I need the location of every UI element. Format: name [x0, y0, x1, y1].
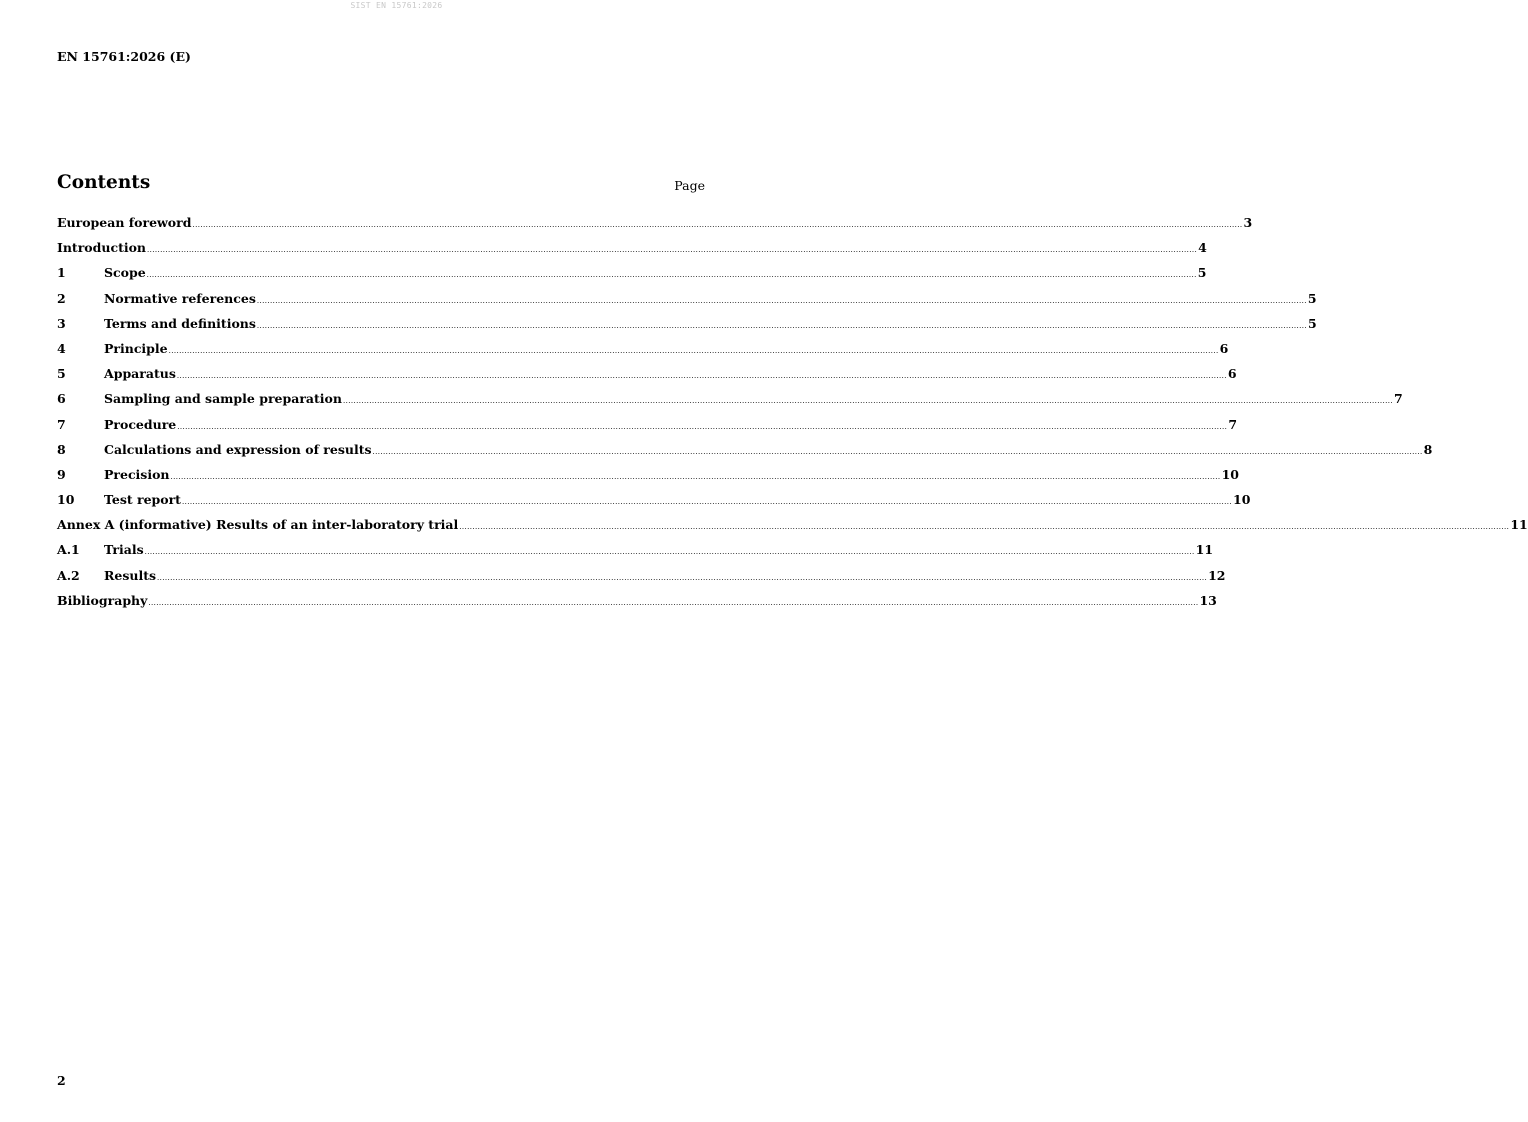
toc-entry-number: 7: [57, 416, 66, 432]
watermark: SIST EN 15761:2026: [350, 1, 443, 10]
toc-entry[interactable]: [57, 340, 1229, 366]
toc-dot-leader: ................................................................................................................................................................................................................................................................................................................................................................................................................: [181, 498, 1233, 507]
toc-entry[interactable]: [57, 315, 1317, 341]
toc-entry-title: Annex A (informative) Results of an inter-laboratory trial: [57, 517, 459, 533]
toc-dot-leader: ................................................................................................................................................................................................................................................................................................................................................................................................................: [157, 573, 1208, 582]
toc-entry-title: Introduction: [57, 240, 147, 256]
toc-entry-title: Results: [104, 567, 157, 583]
toc-entry[interactable]: [57, 492, 1251, 517]
toc-entry[interactable]: [57, 240, 1207, 265]
toc-dot-leader: ................................................................................................................................................................................................................................................................................................................................................................................................................: [256, 296, 1307, 305]
toc-entry-page: 5: [1307, 290, 1317, 306]
toc-entry[interactable]: [57, 567, 1226, 593]
toc-entry-page: 12: [1208, 567, 1226, 583]
toc-entry-title: Test report: [104, 492, 181, 508]
toc-entry-number: 6: [57, 391, 66, 407]
page-number: 2: [57, 1073, 66, 1088]
toc-dot-leader: ................................................................................................................................................................................................................................................................................................................................................................................................................: [168, 346, 1219, 355]
toc-entry-number: A.1: [57, 542, 80, 558]
page-column-label: Page: [674, 178, 705, 193]
toc-entry-page: 10: [1233, 492, 1251, 508]
toc-entry[interactable]: [57, 366, 1237, 391]
toc-entry[interactable]: [57, 265, 1207, 290]
toc-dot-leader: ................................................................................................................................................................................................................................................................................................................................................................................................................: [177, 422, 1228, 431]
toc-entry-number: 10: [57, 492, 75, 508]
toc-entry-number: 2: [57, 290, 66, 306]
toc-entry[interactable]: [57, 441, 1433, 467]
toc-entry-page: 6: [1219, 340, 1229, 356]
table-of-contents: [57, 215, 1528, 618]
toc-entry-title: European foreword: [57, 215, 192, 230]
toc-entry-title: Bibliography: [57, 592, 148, 608]
toc-entry[interactable]: [57, 517, 1528, 542]
toc-entry-number: 3: [57, 315, 66, 331]
toc-dot-leader: ................................................................................................................................................................................................................................................................................................................................................................................................................: [459, 523, 1510, 532]
toc-entry-page: 5: [1307, 315, 1317, 331]
toc-dot-leader: ................................................................................................................................................................................................................................................................................................................................................................................................................: [144, 548, 1195, 557]
toc-entry[interactable]: [57, 215, 1253, 240]
toc-entry-page: 7: [1394, 391, 1403, 407]
toc-entry-title: Normative references: [104, 290, 256, 306]
toc-dot-leader: ................................................................................................................................................................................................................................................................................................................................................................................................................: [147, 246, 1198, 255]
toc-entry-page: 5: [1197, 265, 1207, 281]
toc-dot-leader: ................................................................................................................................................................................................................................................................................................................................................................................................................: [146, 271, 1197, 280]
toc-entry-page: 3: [1243, 215, 1253, 230]
toc-entry-page: 11: [1195, 542, 1214, 558]
toc-entry[interactable]: [57, 542, 1214, 567]
toc-entry-title: Precision: [104, 466, 170, 482]
toc-entry[interactable]: [57, 290, 1317, 316]
toc-entry-page: 4: [1198, 240, 1207, 256]
toc-entry[interactable]: [57, 416, 1238, 442]
toc-entry[interactable]: [57, 592, 1217, 618]
toc-entry-title: Apparatus: [104, 366, 176, 382]
page-title: Contents: [57, 172, 151, 193]
toc-dot-leader: ................................................................................................................................................................................................................................................................................................................................................................................................................: [176, 372, 1227, 381]
toc-entry-title: Procedure: [104, 416, 177, 432]
toc-entry-title: Calculations and expression of results: [104, 441, 372, 457]
toc-entry-page: 6: [1227, 366, 1237, 382]
toc-dot-leader: ................................................................................................................................................................................................................................................................................................................................................................................................................: [192, 221, 1243, 229]
document-id: EN 15761:2026 (E): [57, 49, 191, 64]
toc-entry-number: 5: [57, 366, 66, 382]
toc-entry-number: A.2: [57, 567, 80, 583]
toc-dot-leader: ................................................................................................................................................................................................................................................................................................................................................................................................................: [372, 447, 1423, 456]
toc-entry-number: 4: [57, 340, 66, 356]
toc-entry[interactable]: [57, 466, 1239, 492]
toc-entry-title: Principle: [104, 340, 168, 356]
toc-entry-title: Trials: [104, 542, 144, 558]
toc-entry-page: 10: [1221, 466, 1239, 482]
toc-entry-title: Scope: [104, 265, 146, 281]
toc-entry-number: 8: [57, 441, 66, 457]
toc-entry-number: 1: [57, 265, 66, 281]
toc-dot-leader: ................................................................................................................................................................................................................................................................................................................................................................................................................: [256, 321, 1307, 330]
toc-dot-leader: ................................................................................................................................................................................................................................................................................................................................................................................................................: [148, 598, 1199, 607]
toc-entry-page: 7: [1228, 416, 1238, 432]
toc-entry-page: 11: [1510, 517, 1528, 533]
toc-entry-number: 9: [57, 466, 66, 482]
toc-dot-leader: ................................................................................................................................................................................................................................................................................................................................................................................................................: [342, 397, 1394, 406]
toc-entry[interactable]: [57, 391, 1403, 416]
toc-dot-leader: ................................................................................................................................................................................................................................................................................................................................................................................................................: [170, 472, 1221, 481]
toc-entry-title: Terms and definitions: [104, 315, 256, 331]
toc-entry-title: Sampling and sample preparation: [104, 391, 342, 407]
toc-entry-page: 13: [1199, 592, 1217, 608]
toc-entry-page: 8: [1423, 441, 1433, 457]
